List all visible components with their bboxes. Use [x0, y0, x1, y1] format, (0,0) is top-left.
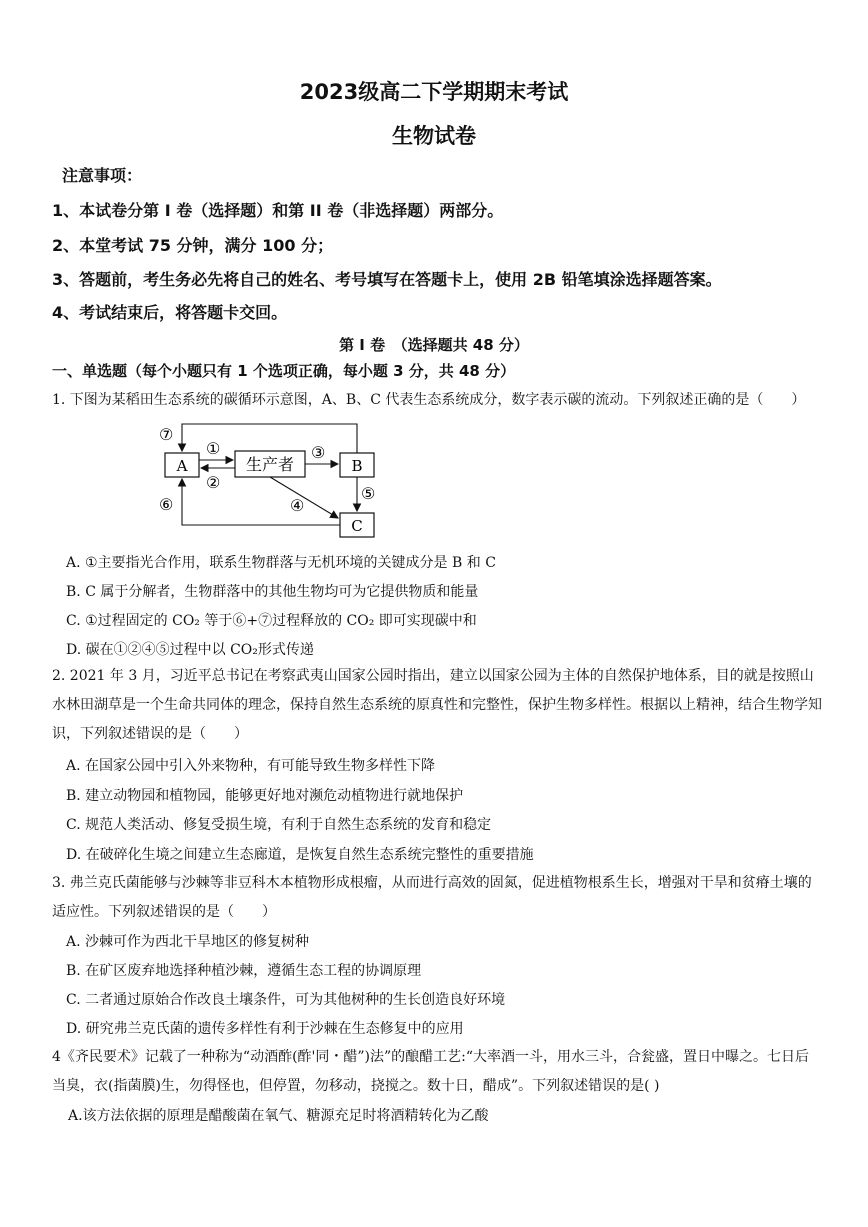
question-1-option-a: A. ①主要指光合作用，联系生物群落与无机环境的关键成分是 B 和 C [66, 555, 496, 571]
arrow-2-label: ② [206, 473, 221, 492]
node-a-label: A [176, 457, 188, 475]
node-c-label: C [351, 517, 363, 535]
notice-item-1: 1、本试卷分第 I 卷（选择题）和第 II 卷（非选择题）两部分。 [52, 201, 504, 220]
notice-item-3: 3、答题前，考生务必先将自己的姓名、考号填写在答题卡上，使用 2B 铅笔填涂选择题答案。 [52, 270, 722, 289]
arrow-5-label: ⑤ [361, 484, 376, 503]
question-3-option-b: B. 在矿区废弃地选择种植沙棘，遵循生态工程的协调原理 [66, 963, 422, 979]
question-1-option-d: D. 碳在①②④⑤过程中以 CO₂形式传递 [66, 642, 314, 658]
question-3-option-d: D. 研究弗兰克氏菌的遗传多样性有利于沙棘在生态修复中的应用 [66, 1021, 464, 1037]
question-3-option-c: C. 二者通过原始合作改良土壤条件，可为其他树种的生长创造良好环境 [66, 992, 506, 1008]
part1-heading: 第 I 卷 （选择题共 48 分） [339, 336, 529, 354]
arrow-4-label: ④ [290, 496, 305, 515]
question-3-stem: 3. 弗兰克氏菌能够与沙棘等非豆科木本植物形成根瘤，从而进行高效的固氮，促进植物根系生长，增强对干旱和贫瘠土壤的适应性。下列叙述错误的是（ ） [52, 875, 812, 920]
arrow-3-label: ③ [311, 443, 326, 462]
notice-heading: 注意事项： [62, 166, 143, 185]
question-2-option-a: A. 在国家公园中引入外来物种，有可能导致生物多样性下降 [66, 758, 436, 774]
question-2-stem: 2. 2021 年 3 月，习近平总书记在考察武夷山国家公园时指出，建立以国家公园为主体的自然保护地体系，目的就是按照山水林田湖草是一个生命共同体的理念，保持自然生态系统的原真性和完整性，保护生物多样性。根据以上精神，结合生物学知识，下列叙述错误的是（ ） [52, 668, 822, 742]
exam-subtitle: 生物试卷 [392, 124, 476, 148]
notice-item-2: 2、本堂考试 75 分钟，满分 100 分； [52, 236, 334, 255]
notice-item-4: 4、考试结束后，将答题卡交回。 [52, 303, 288, 322]
question-1-option-b: B. C 属于分解者，生物群落中的其他生物均可为它提供物质和能量 [66, 584, 479, 600]
question-1-option-c: C. ①过程固定的 CO₂ 等于⑥+⑦过程释放的 CO₂ 即可实现碳中和 [66, 613, 477, 629]
arrow-6-label: ⑥ [159, 495, 174, 514]
question-4-option-a: A.该方法依据的原理是醋酸菌在氧气、糖源充足时将酒精转化为乙酸 [68, 1108, 489, 1124]
question-4-stem: 4《齐民要术》记载了一种称为“动酒酢(酢'同・醋”)法”的酿醋工艺:“大率酒一斗，用水三斗，合瓮盛，置日中曝之。七日后当臭，衣(指菌膜)生，勿得怪也，但停置，勿移动，挠搅之。数十日，醋成”。下列叙述错误的是( ) [52, 1049, 810, 1094]
section-heading: 一、单选题（每个小题只有 1 个选项正确，每小题 3 分，共 48 分） [52, 362, 516, 380]
question-2-option-c: C. 规范人类活动、修复受损生境，有利于自然生态系统的发育和稳定 [66, 817, 492, 833]
question-1-stem: 1. 下图为某稻田生态系统的碳循环示意图，A、B、C 代表生态系统成分，数字表示碳的流动。下列叙述正确的是（ ） [52, 392, 806, 408]
arrow-1-label: ① [206, 439, 221, 458]
node-b-label: B [351, 457, 363, 475]
node-producer-label: 生产者 [245, 455, 295, 474]
exam-title: 2023级高二下学期期末考试 [299, 80, 569, 104]
arrow-7-label: ⑦ [159, 425, 174, 444]
question-2-option-d: D. 在破碎化生境之间建立生态廊道，是恢复自然生态系统完整性的重要措施 [66, 847, 534, 863]
question-3-option-a: A. 沙棘可作为西北干旱地区的修复树种 [66, 934, 310, 950]
carbon-cycle-diagram [150, 418, 400, 544]
question-2-option-b: B. 建立动物园和植物园，能够更好地对濒危动植物进行就地保护 [66, 788, 464, 804]
